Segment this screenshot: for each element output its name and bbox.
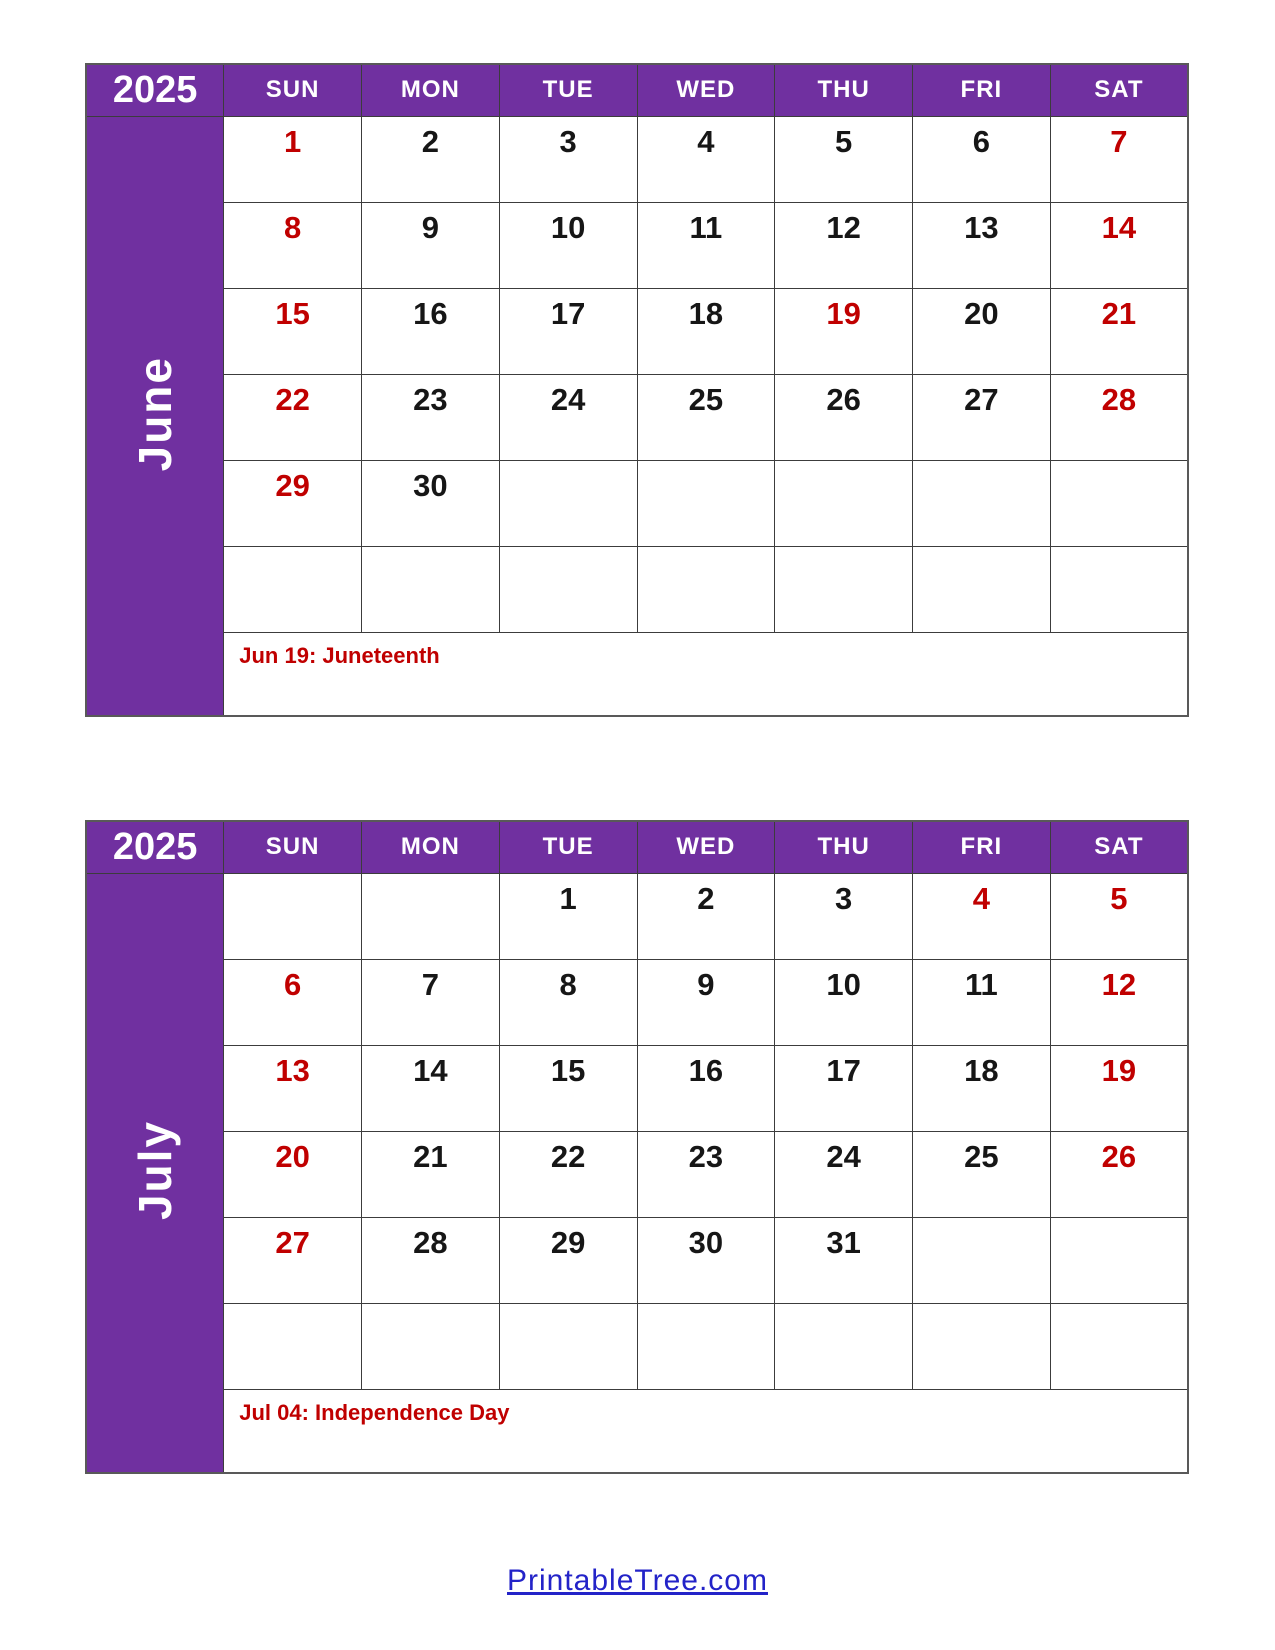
empty-day-cell <box>913 1217 1051 1303</box>
day-cell: 23 <box>362 374 500 460</box>
day-cell: 12 <box>775 202 913 288</box>
empty-day-cell <box>499 546 637 632</box>
day-cell: 31 <box>775 1217 913 1303</box>
day-cell: 19 <box>775 288 913 374</box>
empty-day-cell <box>913 1303 1051 1389</box>
day-cell: 23 <box>637 1131 775 1217</box>
day-cell: 13 <box>224 1045 362 1131</box>
day-cell: 27 <box>913 374 1051 460</box>
day-cell: 7 <box>1050 116 1188 202</box>
day-cell: 7 <box>362 959 500 1045</box>
empty-day-cell <box>224 546 362 632</box>
day-cell: 14 <box>362 1045 500 1131</box>
calendar-june <box>85 63 1189 717</box>
week-row <box>86 546 1188 632</box>
day-cell: 16 <box>362 288 500 374</box>
day-cell: 13 <box>913 202 1051 288</box>
day-cell: 12 <box>1050 959 1188 1045</box>
day-cell: 29 <box>499 1217 637 1303</box>
empty-day-cell <box>1050 1303 1188 1389</box>
day-cell: 4 <box>913 873 1051 959</box>
day-cell: 28 <box>1050 374 1188 460</box>
day-cell: 16 <box>637 1045 775 1131</box>
day-cell: 25 <box>637 374 775 460</box>
june-calendar-body <box>86 116 1188 716</box>
weekday-header-sat: SAT <box>1050 821 1188 873</box>
july-calendar-body <box>86 873 1188 1473</box>
day-cell: 25 <box>913 1131 1051 1217</box>
empty-day-cell <box>775 1303 913 1389</box>
day-cell: 17 <box>499 288 637 374</box>
empty-day-cell <box>775 460 913 546</box>
day-cell: 10 <box>775 959 913 1045</box>
july-calendar-table <box>85 820 1189 1474</box>
empty-day-cell <box>637 546 775 632</box>
day-cell: 18 <box>637 288 775 374</box>
day-cell: 2 <box>637 873 775 959</box>
day-cell: 21 <box>362 1131 500 1217</box>
empty-day-cell <box>1050 1217 1188 1303</box>
day-cell: 28 <box>362 1217 500 1303</box>
week-row <box>86 873 1188 959</box>
year-label: 2025 <box>86 821 224 873</box>
july-header-row <box>86 821 1188 873</box>
empty-day-cell <box>224 873 362 959</box>
day-cell: 26 <box>1050 1131 1188 1217</box>
day-cell: 24 <box>499 374 637 460</box>
week-row <box>86 1217 1188 1303</box>
day-cell: 15 <box>499 1045 637 1131</box>
week-row <box>86 1045 1188 1131</box>
week-row <box>86 460 1188 546</box>
day-cell: 22 <box>224 374 362 460</box>
day-cell: 17 <box>775 1045 913 1131</box>
day-cell: 20 <box>913 288 1051 374</box>
day-cell: 30 <box>362 460 500 546</box>
weekday-header-thu: THU <box>775 64 913 116</box>
calendar-july <box>85 820 1189 1474</box>
weekday-header-mon: MON <box>362 821 500 873</box>
day-cell: 6 <box>224 959 362 1045</box>
empty-day-cell <box>637 460 775 546</box>
weekday-header-mon: MON <box>362 64 500 116</box>
week-row <box>86 1303 1188 1389</box>
month-label: July <box>129 1120 182 1221</box>
weekday-header-fri: FRI <box>913 821 1051 873</box>
week-row <box>86 1131 1188 1217</box>
empty-day-cell <box>913 546 1051 632</box>
day-cell: 10 <box>499 202 637 288</box>
day-cell: 5 <box>1050 873 1188 959</box>
weekday-header-fri: FRI <box>913 64 1051 116</box>
day-cell: 20 <box>224 1131 362 1217</box>
weekday-header-sun: SUN <box>224 64 362 116</box>
week-row <box>86 288 1188 374</box>
holiday-note: Jul 04: Independence Day <box>224 1389 1188 1473</box>
weekday-header-sun: SUN <box>224 821 362 873</box>
day-cell: 11 <box>637 202 775 288</box>
day-cell: 9 <box>362 202 500 288</box>
weekday-header-wed: WED <box>637 821 775 873</box>
day-cell: 19 <box>1050 1045 1188 1131</box>
empty-day-cell <box>1050 546 1188 632</box>
week-row <box>86 202 1188 288</box>
day-cell: 3 <box>775 873 913 959</box>
empty-day-cell <box>362 873 500 959</box>
day-cell: 24 <box>775 1131 913 1217</box>
day-cell: 26 <box>775 374 913 460</box>
weekday-header-sat: SAT <box>1050 64 1188 116</box>
day-cell: 11 <box>913 959 1051 1045</box>
empty-day-cell <box>499 460 637 546</box>
weekday-header-tue: TUE <box>499 64 637 116</box>
day-cell: 21 <box>1050 288 1188 374</box>
empty-day-cell <box>775 546 913 632</box>
day-cell: 8 <box>499 959 637 1045</box>
day-cell: 3 <box>499 116 637 202</box>
june-header-row <box>86 64 1188 116</box>
day-cell: 18 <box>913 1045 1051 1131</box>
day-cell: 9 <box>637 959 775 1045</box>
empty-day-cell <box>1050 460 1188 546</box>
day-cell: 22 <box>499 1131 637 1217</box>
day-cell: 14 <box>1050 202 1188 288</box>
week-row <box>86 116 1188 202</box>
empty-day-cell <box>362 546 500 632</box>
month-sidebar <box>86 116 224 716</box>
day-cell: 6 <box>913 116 1051 202</box>
day-cell: 2 <box>362 116 500 202</box>
day-cell: 5 <box>775 116 913 202</box>
day-cell: 1 <box>224 116 362 202</box>
site-footer <box>0 1564 1275 1598</box>
day-cell: 30 <box>637 1217 775 1303</box>
weekday-header-wed: WED <box>637 64 775 116</box>
month-label: June <box>129 355 182 471</box>
empty-day-cell <box>913 460 1051 546</box>
week-row <box>86 374 1188 460</box>
printabletree-link[interactable]: PrintableTree.com <box>507 1564 768 1597</box>
empty-day-cell <box>637 1303 775 1389</box>
holiday-note-row <box>86 632 1188 716</box>
weekday-header-tue: TUE <box>499 821 637 873</box>
day-cell: 1 <box>499 873 637 959</box>
day-cell: 4 <box>637 116 775 202</box>
holiday-note-row <box>86 1389 1188 1473</box>
month-sidebar <box>86 873 224 1473</box>
day-cell: 27 <box>224 1217 362 1303</box>
week-row <box>86 959 1188 1045</box>
day-cell: 8 <box>224 202 362 288</box>
weekday-header-thu: THU <box>775 821 913 873</box>
day-cell: 15 <box>224 288 362 374</box>
holiday-note: Jun 19: Juneteenth <box>224 632 1188 716</box>
empty-day-cell <box>224 1303 362 1389</box>
june-calendar-table <box>85 63 1189 717</box>
year-label: 2025 <box>86 64 224 116</box>
empty-day-cell <box>362 1303 500 1389</box>
day-cell: 29 <box>224 460 362 546</box>
empty-day-cell <box>499 1303 637 1389</box>
